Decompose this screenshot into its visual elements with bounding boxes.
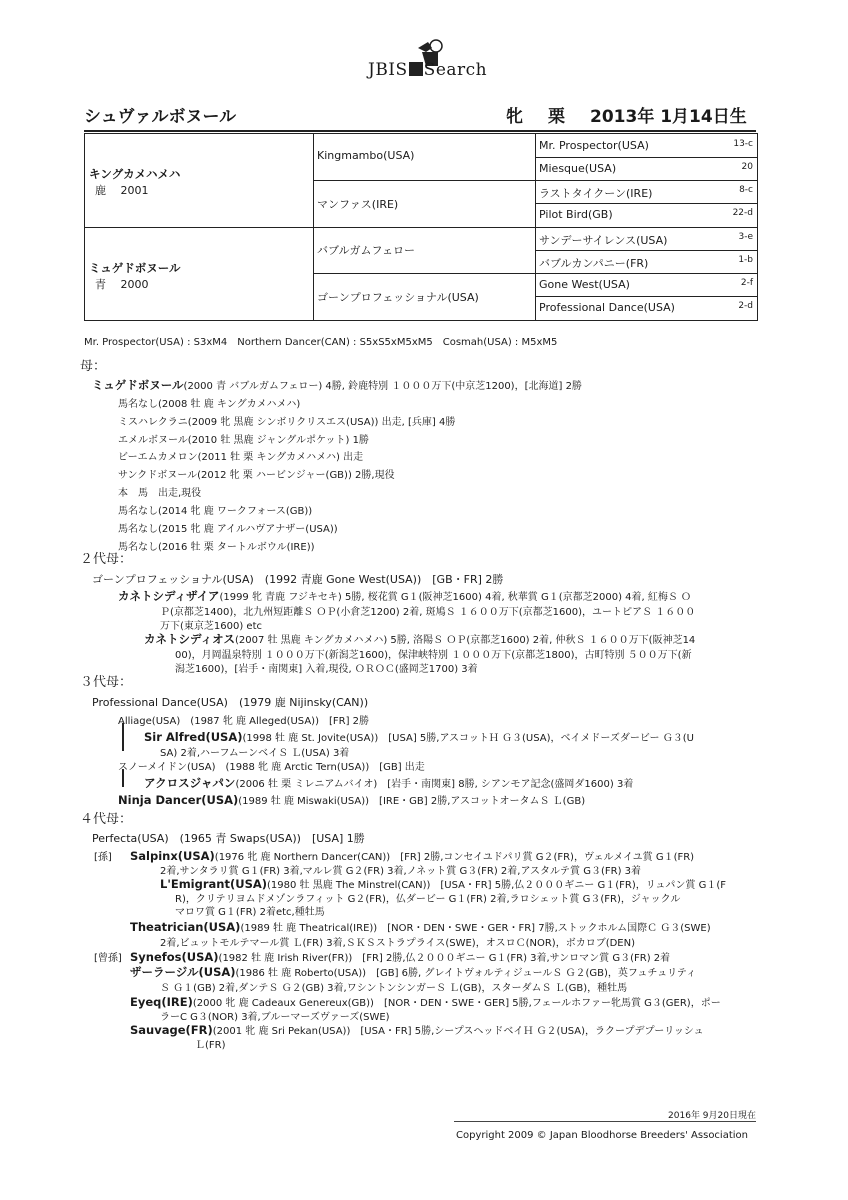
progeny-line: マロワ賞 G１(FR) 2着etc,種牡馬 xyxy=(175,907,325,918)
section-gen4: ４代母： xyxy=(80,812,133,827)
family-number: 8-c xyxy=(739,185,753,195)
gen2-dam-dam: ゴーンプロフェッショナル(USA) xyxy=(317,291,479,304)
progeny-line: Ninja Dancer(USA)(1989 牡 鹿 Miswaki(USA)) [IRE・GB] 2勝,アスコットオータムＳ Ｌ(GB) xyxy=(118,793,586,807)
gen3-cell xyxy=(539,208,757,221)
section-dam: 母： xyxy=(80,359,107,374)
progeny-line: Salpinx(USA)(1976 牝 鹿 Northern Dancer(CAN)) [FR] 2勝,コンセイユドパリ賞 G２(FR)，ヴェルメイユ賞 G１(FR) xyxy=(130,849,695,863)
progeny-line: 馬名なし(2016 牡 栗 タートルボウル(IRE)) xyxy=(118,542,315,553)
gen3-name: Pilot Bird(GB) xyxy=(539,208,613,221)
footer-divider xyxy=(454,1121,756,1122)
progeny-line: 本 馬 出走,現役 xyxy=(118,488,202,499)
gen3-name: バブルカンパニー(FR) xyxy=(539,257,649,270)
gen3-name: Professional Dance(USA) xyxy=(539,301,675,314)
gen3-name: Miesque(USA) xyxy=(539,162,617,175)
pedigree-table xyxy=(84,133,758,321)
dam-cell xyxy=(89,260,181,292)
progeny-line: Sir Alfred(USA)(1998 牡 鹿 St. Jovite(USA)) [USA] 5勝,アスコットＨ Ｇ３(USA)，ベイメドーズダービー Ｇ３(U xyxy=(144,730,694,744)
copyright: Copyright 2009 © Japan Bloodhorse Breeders' Association xyxy=(456,1130,748,1141)
progeny-line: 馬名なし(2008 牡 鹿 キングカメハメハ) xyxy=(118,399,301,410)
progeny-line: エメルボヌール(2010 牡 黒鹿 ジャングルポケット) 1勝 xyxy=(118,435,369,446)
progeny-line: R)，クリテリヨムドメゾンラフィット G２(FR)，仏ダービー G１(FR) 2着,ラロシェット賞 G３(FR)，ジャックル xyxy=(175,894,681,905)
sire-cell xyxy=(89,166,180,198)
gen3-name: Gone West(USA) xyxy=(539,278,630,291)
gen2-sire-dam: マンファス(IRE) xyxy=(317,198,399,211)
progeny-line: Synefos(USA)(1982 牡 鹿 Irish River(FR)) [FR] 2勝,仏２０００ギニー G１(FR) 3着,サンロマン賞 G３(FR) 2着 xyxy=(130,950,671,964)
marker-son: [孫] xyxy=(94,852,112,863)
progeny-line: ラーC G３(NOR) 3着,ブルーマーズヴァーズ(SWE) xyxy=(160,1012,390,1023)
horse-name: シュヴァルボヌール xyxy=(84,107,237,127)
progeny-line: 馬名なし(2014 牝 鹿 ワークフォース(GB)) xyxy=(118,506,313,517)
section-gen3: ３代母： xyxy=(80,675,133,690)
progeny-line: サンクドボヌール(2012 牝 栗 ハービンジャー(GB)) 2勝,現役 xyxy=(118,470,395,481)
gen3-cell xyxy=(539,278,757,291)
logo-text-search: Search xyxy=(423,60,488,80)
horse-sex: 牝 xyxy=(506,107,523,127)
progeny-line: SA) 2着,ハーフムーンベイＳ Ｌ(USA) 3着 xyxy=(160,748,350,759)
progeny-line: Ｌ(FR) xyxy=(195,1040,226,1051)
gen3-cell xyxy=(539,301,757,314)
progeny-line: ゴーンプロフェッショナル(USA) (1992 青鹿 Gone West(USA)) [GB・FR] 2勝 xyxy=(92,573,504,586)
progeny-line: Perfecta(USA) (1965 青 Swaps(USA)) [USA] 1勝 xyxy=(92,832,365,845)
progeny-line: アクロスジャパン(2006 牡 栗 ミレニアムバイオ) [岩手・南関東] 8勝, シアンモア記念(盛岡ダ1600) 3着 xyxy=(144,776,634,790)
family-number: 2-f xyxy=(740,278,753,288)
gen3-cell xyxy=(539,139,757,152)
family-number: 20 xyxy=(741,162,753,172)
logo-text-jbis: JBIS xyxy=(368,60,408,80)
progeny-line: 万下(東京芝1600) etc xyxy=(160,621,263,632)
horse-color: 栗 xyxy=(548,107,565,127)
progeny-line: Alliage(USA) (1987 牝 鹿 Alleged(USA)) [FR] 2勝 xyxy=(118,716,370,727)
family-number: 1-b xyxy=(738,255,753,265)
section-gen2: ２代母： xyxy=(80,552,133,567)
progeny-line: カネトシディオス(2007 牡 黒鹿 キングカメハメハ) 5勝, 洛陽Ｓ ＯＰ(京都芝1600) 2着, 仲秋Ｓ １６００万下(阪神芝14 xyxy=(144,632,696,646)
gen3-cell xyxy=(539,232,757,248)
progeny-line: ザーラージル(USA)(1986 牡 鹿 Roberto(USA)) [GB] 6勝, グレイトヴォルティジュールＳ Ｇ２(GB)，英フュチュリティ xyxy=(130,965,697,979)
gen3-cell xyxy=(539,255,757,271)
marker-grandson: [曾孫] xyxy=(94,953,122,964)
progeny-line: 潟芝1600)，[岩手・南関東] 入着,現役, ＯＲＯＣ(盛岡芝1700) 3着 xyxy=(175,664,478,675)
gen3-name: Mr. Prospector(USA) xyxy=(539,139,649,152)
gen3-name: サンデーサイレンス(USA) xyxy=(539,234,668,247)
gen3-cell xyxy=(539,185,757,201)
dam-info: 青 2000 xyxy=(95,278,149,291)
progeny-line: ビーエムカメロン(2011 牡 栗 キングカメハメハ) 出走 xyxy=(118,452,364,463)
jbis-search-logo xyxy=(360,38,500,88)
gen2-sire-sire: Kingmambo(USA) xyxy=(317,149,415,162)
progeny-line: カネトシディザイア(1999 牝 青鹿 フジキセキ) 5勝, 桜花賞 G１(阪神芝1600) 4着, 秋華賞 G１(京都芝2000) 4着, 紅梅Ｓ Ｏ xyxy=(118,589,692,603)
progeny-line: Ｓ Ｇ１(GB) 2着,ダンテＳ Ｇ２(GB) 3着,ワシントンシンガーＳ Ｌ(GB)，スターダムＳ Ｌ(GB)，種牡馬 xyxy=(160,983,628,994)
progeny-line: Ｐ(京都芝1400)，北九州短距離Ｓ ＯＰ(小倉芝1200) 2着, 斑鳩Ｓ １６００万下(京都芝1600)，ユートピアＳ １６００ xyxy=(160,607,696,618)
family-number: 3-e xyxy=(738,232,753,242)
gen2-dam-sire: バブルガムフェロー xyxy=(317,244,416,257)
as-of-date: 2016年 9月20日現在 xyxy=(668,1111,756,1121)
progeny-line: 00)，月岡温泉特別 １０００万下(新潟芝1600)，保津峡特別 １０００万下(京都芝1800)，古町特別 ５００万下(新 xyxy=(175,650,692,661)
progeny-line: スノーメイドン(USA) (1988 牝 鹿 Arctic Tern(USA)) [GB] 出走 xyxy=(118,762,425,773)
horse-birthdate: 2013年 1月14日生 xyxy=(590,107,747,127)
progeny-line: 2着,ビュットモルテマール賞 Ｌ(FR) 3着,ＳＫＳストラプライス(SWE)，オスロＣ(NOR)，ボカロブ(DEN) xyxy=(160,938,636,949)
progeny-line: ミスハレクラニ(2009 牝 黒鹿 シンボリクリスエス(USA)) 出走, [兵庫] 4勝 xyxy=(118,417,456,428)
sire-name: キングカメハメハ xyxy=(89,167,181,181)
family-number: 2-d xyxy=(738,301,753,311)
progeny-line: Theatrician(USA)(1989 牡 鹿 Theatrical(IRE)) [NOR・DEN・SWE・GER・FR] 7勝,ストックホルム国際Ｃ Ｇ３(SWE) xyxy=(130,920,711,934)
family-number: 13-c xyxy=(733,139,753,149)
progeny-line: L'Emigrant(USA)(1980 牡 黒鹿 The Minstrel(CAN)) [USA・FR] 5勝,仏２０００ギニー G１(FR)，リュパン賞 G１(F xyxy=(160,877,727,891)
title-row xyxy=(84,100,756,132)
progeny-line: Professional Dance(USA) (1979 鹿 Nijinsky(CAN)) xyxy=(92,696,369,709)
progeny-line: 2着,サンタラリ賞 G１(FR) 3着,マルレ賞 G２(FR) 3着,ノネット賞 G３(FR) 2着,アスタルテ賞 G３(FR) 3着 xyxy=(160,866,642,877)
progeny-line: 馬名なし(2015 牝 鹿 アイルハヴアナザー(USA)) xyxy=(118,524,338,535)
dam-name: ミュゲドボヌール xyxy=(89,261,181,275)
progeny-line: Sauvage(FR)(2001 牝 鹿 Sri Pekan(USA)) [USA・FR] 5勝,シープスヘッドベイＨ Ｇ２(USA)，ラクープデプーリッシュ xyxy=(130,1023,704,1037)
progeny-line: Eyeq(IRE)(2000 牝 鹿 Cadeaux Genereux(GB)) [NOR・DEN・SWE・GER] 5勝,フェールホファー牝馬賞 G３(GER)，ポー xyxy=(130,995,721,1009)
progeny-line: ミュゲドボヌール(2000 青 バブルガムフェロー) 4勝, 鈴鹿特別 １０００万下(中京芝1200)，[北海道] 2勝 xyxy=(92,378,582,392)
gen3-cell xyxy=(539,162,757,175)
family-number: 22-d xyxy=(732,208,753,218)
gen3-name: ラストタイクーン(IRE) xyxy=(539,187,653,200)
inbreeding-line: Mr. Prospector(USA) : S3xM4 Northern Dancer(CAN) : S5xS5xM5xM5 Cosmah(USA) : M5xM5 xyxy=(84,337,558,348)
sire-info: 鹿 2001 xyxy=(95,184,149,197)
